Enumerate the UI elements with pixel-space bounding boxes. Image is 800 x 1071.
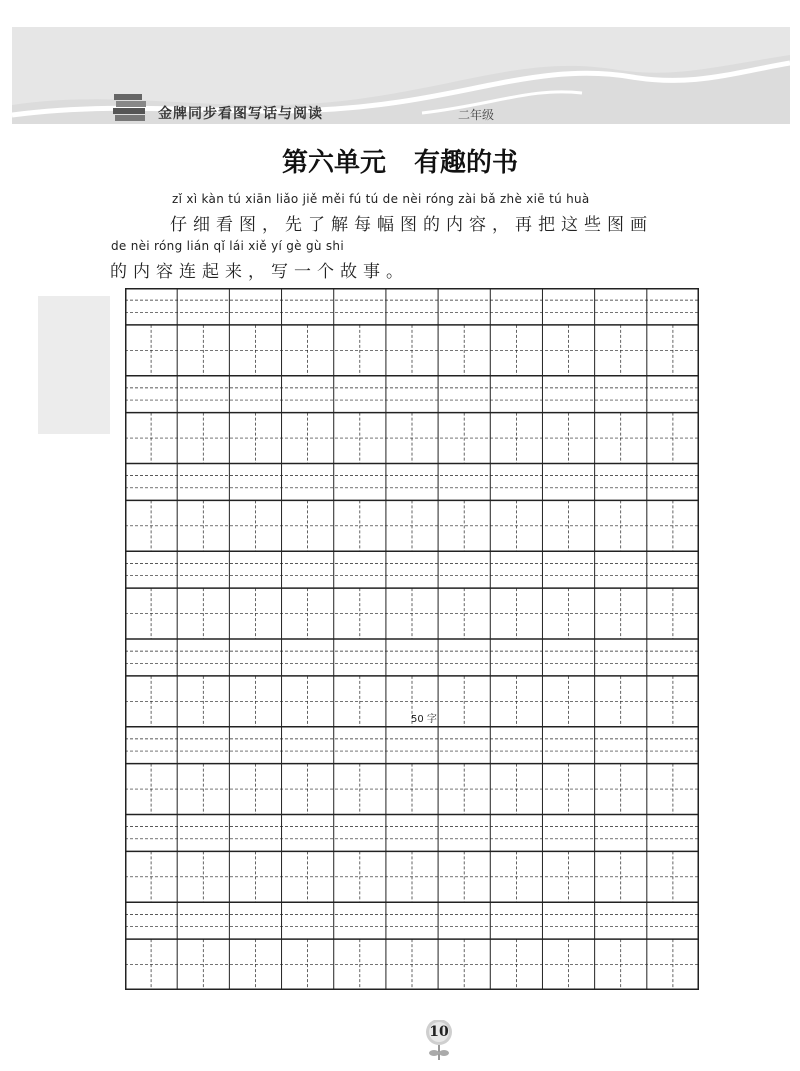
page-number: [424, 1020, 454, 1050]
instruction-pinyin-line-2: de nèi róng lián qǐ lái xiě yí gè gù shi: [111, 239, 344, 253]
word-count-mark: 50 字: [411, 714, 437, 725]
page-number-text: 10: [429, 1024, 449, 1040]
unit-name: 有趣的书: [414, 148, 519, 178]
instruction-text-line-1: 仔细看图，先了解每幅图的内容，再把这些图画: [170, 215, 653, 235]
series-title: 金牌同步看图写话与阅读: [158, 106, 323, 122]
side-decoration: [38, 296, 110, 434]
instruction-text-line-2: 的内容连起来，写一个故事。: [110, 262, 409, 282]
writing-grid-lines: [125, 288, 699, 990]
unit-number: 第六单元: [281, 148, 386, 178]
instruction-pinyin-line-1: zǐ xì kàn tú xiān liǎo jiě měi fú tú de nèi róng zài bǎ zhè xiē tú huà: [172, 192, 590, 206]
book-stack-icon: [112, 92, 150, 122]
grade-label: 二年级: [458, 108, 495, 122]
unit-title: [0, 142, 800, 179]
writing-grid[interactable]: [125, 288, 699, 990]
